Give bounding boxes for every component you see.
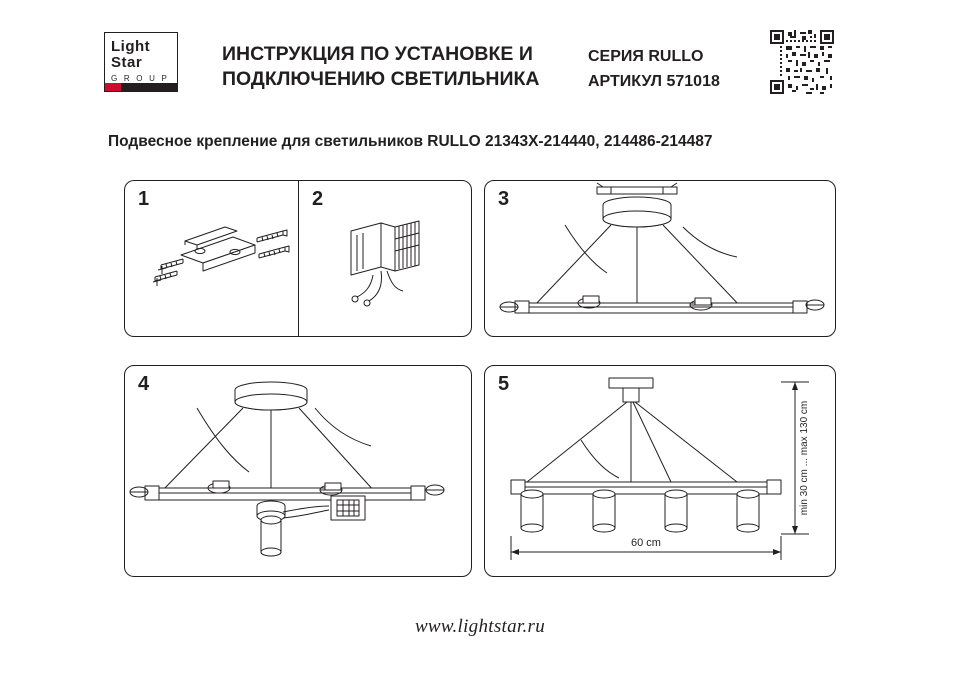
logo-bar-accent xyxy=(105,83,121,91)
page-header xyxy=(0,0,960,120)
step-panel-5 xyxy=(484,365,836,577)
step-panel-3 xyxy=(484,180,836,337)
step-3-illustration xyxy=(485,181,837,338)
step-number-4: 4 xyxy=(138,373,150,395)
step-5-illustration xyxy=(485,366,837,578)
step-panel-4 xyxy=(124,365,472,577)
step-number-2: 2 xyxy=(312,188,324,210)
subtitle: Подвесное крепление для светильников RULLO 21343Х-214440, 214486-214487 xyxy=(108,133,713,150)
qr-code-icon xyxy=(768,28,836,96)
step-number-3: 3 xyxy=(498,188,510,210)
lightstar-logo xyxy=(104,32,178,92)
series-info xyxy=(588,44,720,94)
logo-text-star: Star xyxy=(111,54,143,71)
logo-text-light: Light xyxy=(111,38,151,55)
logo-bar xyxy=(105,83,177,91)
website-url[interactable]: www.lightstar.ru xyxy=(414,616,546,637)
dimension-width-label: 60 cm xyxy=(631,537,661,549)
step-panel-2 xyxy=(298,180,472,337)
step-number-5: 5 xyxy=(498,373,510,395)
series-label: СЕРИЯ RULLO xyxy=(588,48,704,65)
step-4-illustration xyxy=(125,366,473,578)
page-title: ИНСТРУКЦИЯ ПО УСТАНОВКЕ И ПОДКЛЮЧЕНИЮ СВЕТИЛЬНИКА xyxy=(222,43,540,90)
page-footer xyxy=(0,616,960,638)
step-1-illustration xyxy=(125,181,299,338)
dimension-height-label: min 30 cm ... max 130 cm xyxy=(799,400,810,516)
step-number-1: 1 xyxy=(138,188,150,210)
step-2-illustration xyxy=(299,181,473,338)
logo-text-group: G R O U P xyxy=(111,74,170,83)
article-label: АРТИКУЛ 571018 xyxy=(588,73,720,90)
step-panel-1 xyxy=(124,180,298,337)
